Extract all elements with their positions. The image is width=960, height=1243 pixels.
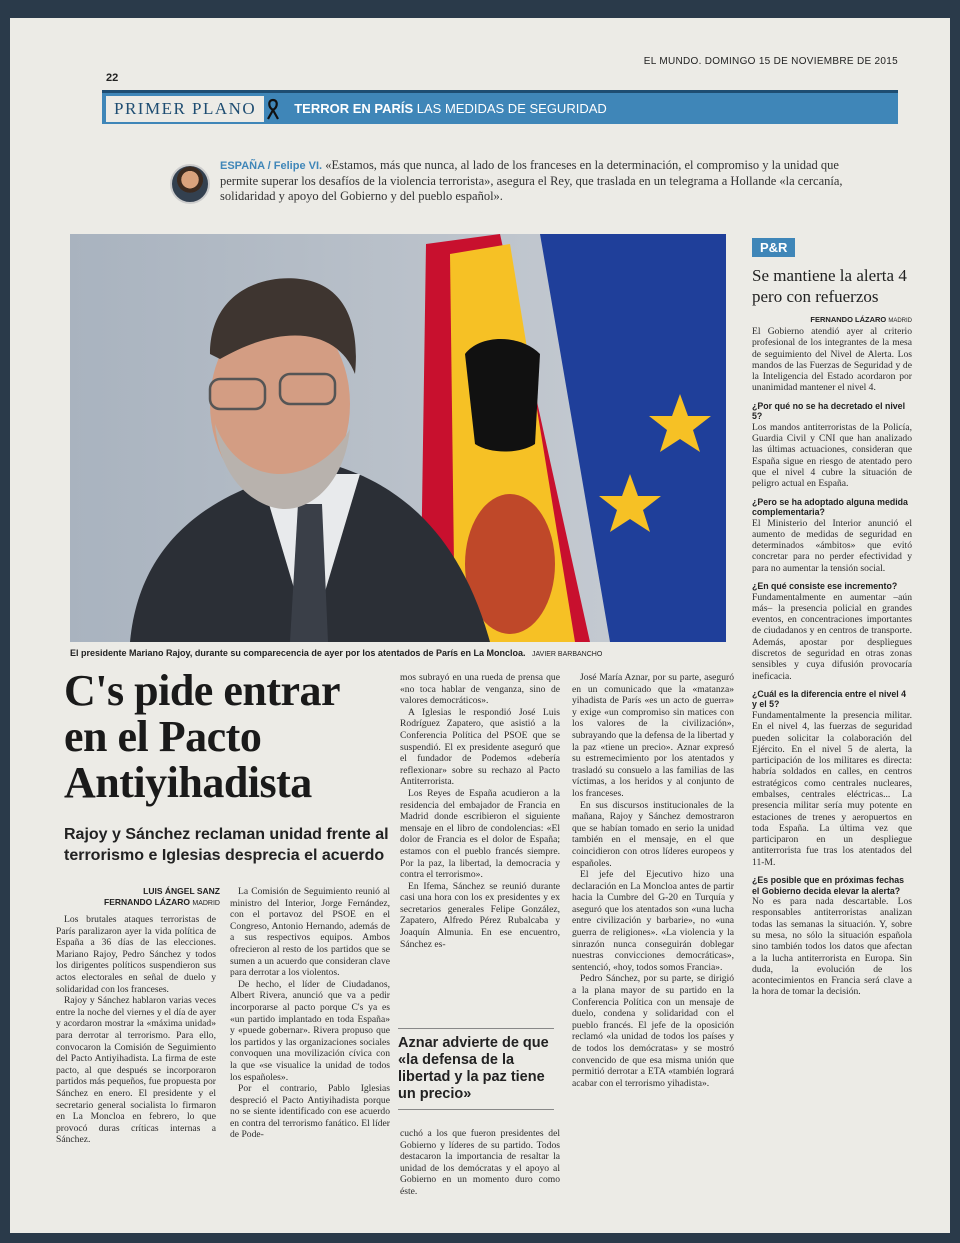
section-bar	[102, 90, 898, 124]
paragraph: Los Reyes de España acudieron a la residencia del embajador de Francia en Madrid donde escribieron el siguiente mensaje en el libro de condolencias: «El dolor de Francia es el dolor de España; estamos con el pueblo francés siempre. Por la paz, la libertad, la democracia y contra el terrorismo».	[400, 787, 560, 881]
paragraph: Los brutales ataques terroristas de París paralizaron ayer la vida política de España a 36 días de las elecciones. Mariano Rajoy, Pedro Sánchez y todos los dirigentes políticos suspendieron sus actos electorales en señal de duelo y solidaridad con los franceses.	[56, 914, 216, 995]
byline	[64, 886, 220, 909]
sidebar-question: ¿En qué consiste ese incremento?	[752, 581, 898, 592]
author-2: FERNANDO LÁZARO	[104, 897, 190, 907]
page-number: 22	[106, 72, 119, 84]
paragraph: De hecho, el líder de Ciudadanos, Albert Rivera, anunció que va a pedir incorporarse al pacto porque C's ya es «un partido implantado en toda España» y «puede gobernar». Rivera propuso que los partidos y las organizaciones sociales convoquen una movilización cívica con la que «se visualice la unidad de todos los españoles».	[230, 978, 390, 1083]
paragraph: José María Aznar, por su parte, aseguró en un comunicado que la «matanza» yihadista de París «es un acto de guerra» y exige «un compromiso sin matices con los valores de la civilización», subrayando que la defensa de la libertad y la paz «tiene un precio». Aznar expresó su estremecimiento por los atentados y trasladó su consuelo a las familias de las víctimas, a los heridos y al conjunto de los franceses.	[572, 672, 734, 799]
article-column-1	[56, 914, 216, 1146]
paragraph: Pedro Sánchez, por su parte, se dirigió a la plana mayor de su partido en la Conferencia Política con un mensaje de duelo, condena y solidaridad con el pueblo francés. El jefe de la oposición reclamó «la unidad de todos los países y de todos los demócratas» y se mostró convencido de que esa misma unión que permitió derrotar a ETA «también logrará acabar con el terrorismo yihadista».	[572, 973, 734, 1089]
newspaper-page	[10, 18, 950, 1233]
sidebar-answer: El Ministerio del Interior anunció el aumento de medidas de seguridad en determinados «ámbitos» que evitó concretar para no perder efectividad y para no aumentar la tensión social.	[752, 517, 912, 574]
paragraph: Rajoy y Sánchez hablaron varias veces entre la noche del viernes y el día de ayer y acordaron mostrar la «máxima unidad» para derrotar al terrorismo. Para ello, convocaron la Comisión de Seguimiento del Pacto Antiyihadista. La firma de este pacto, al que después se incorporaron partidos más pequeños, fue propuesta por Sánchez en enero. El presidente y el secretario general socialista lo firmaron en La Moncloa en febrero, lo que provocó duras críticas internas a Sánchez.	[56, 995, 216, 1146]
quote-tag: ESPAÑA / Felipe VI.	[220, 160, 323, 172]
topic-light: LAS MEDIDAS DE SEGURIDAD	[416, 101, 607, 116]
photo-credit: JAVIER BARBANCHO	[532, 651, 603, 658]
avatar	[170, 164, 210, 204]
sidebar-question: ¿Por qué no se ha decretado el nivel 5?	[752, 400, 906, 422]
quote-text: «Estamos, más que nunca, al lado de los franceses en la determinación, el compromiso y la unidad que permite superar los desafíos de la violencia terrorista», asegura el Rey, que traslada en un telegrama a Hollande «la cercanía, solidaridad y apoyo del Gobierno y del pueblo español».	[220, 158, 843, 203]
paragraph: En Ifema, Sánchez se reunió durante casi una hora con los ex presidentes y ex secretarios generales Felipe González, Zapatero, Alfredo Pérez Rubalcaba y Joaquín Almunia. En ese encuentro, Sánchez es-	[400, 880, 560, 950]
sidebar-title: Se mantiene la alerta 4 pero con refuerzos	[752, 266, 907, 306]
photo-caption	[70, 648, 726, 658]
sidebar-question: ¿Cuál es la diferencia entre el nivel 4 y el 5?	[752, 688, 907, 710]
article-column-3	[400, 672, 560, 950]
byline-city: MADRID	[192, 900, 220, 907]
sidebar-intro: El Gobierno atendió ayer al criterio profesional de los integrantes de la mesa de seguimiento del Nivel de Alerta. Los mandos de las Fuerzas de Seguridad y de la Inteligencia del Estado acordaron por unanimidad mantener el nivel 4.	[752, 326, 912, 394]
paragraph: cuchó a los que fueron presidentes del Gobierno y líderes de su partido. Todos destacaron la importancia de resaltar la unidad de los demócratas y el apoyo al Gobierno en un momento duro como éste.	[400, 1128, 560, 1197]
sidebar-byline	[752, 315, 912, 324]
dateline: EL MUNDO. DOMINGO 15 DE NOVIEMBRE DE 2015	[643, 56, 898, 67]
caption-text: El presidente Mariano Rajoy, durante su comparecencia de ayer por los atentados de París en La Moncloa.	[70, 648, 526, 658]
paragraph: El jefe del Ejecutivo hizo una declaración en La Moncloa antes de partir hacia la Cumbre del G-20 en Turquía y aseguró que los atentados son «una lucha entre civilización y barbarie», no «una guerra de religiones». «La violencia y la sinrazón nunca conseguirán doblegar nuestras convicciones democráticas», sentenció, «hoy, todos somos Francia».	[572, 869, 734, 973]
paragraph: En sus discursos institucionales de la mañana, Rajoy y Sánchez demostraron que se habían tomado en serio la unidad también en el mensaje, en el que coincidieron con otros líderes europeos y españoles.	[572, 799, 734, 869]
sidebar-author: FERNANDO LÁZARO	[810, 315, 887, 324]
pr-badge: P&R	[752, 238, 795, 257]
paragraph: A Iglesias le respondió José Luis Rodríguez Zapatero, que asistió a la Conferencia Política del PSOE que se suspendió. El ex presidente aseguró que el fundador de Podemos «debería reflexionar» sobre su rechazo al Pacto Antiterrorista.	[400, 706, 560, 788]
sidebar-question: ¿Es posible que en próximas fechas el Gobierno decida elevar la alerta?	[752, 875, 905, 896]
section-name: PRIMER PLANO	[106, 96, 264, 122]
section-topic	[294, 101, 607, 116]
paragraph: mos subrayó en una rueda de prensa que «no toca hablar de venganza, sino de valores democráticos».	[400, 672, 560, 707]
sidebar-city: MADRID	[888, 318, 912, 324]
paragraph: Por el contrario, Pablo Iglesias despreció el Pacto Antiyihadista porque no se siente identificado con ese acuerdo en contra del terrorismo fanático. El líder de Pode-	[230, 1083, 390, 1141]
sidebar-answer: Fundamentalmente en aumentar –aún más– la presencia policial en grandes eventos, en concentraciones importantes de ciudadanos y en centros de transporte. Además, apostar por despliegues discretos de seguridad en otras zonas sensibles y cuya difusión provocaría ineficacia.	[752, 591, 912, 682]
paragraph: La Comisión de Seguimiento reunió al ministro del Interior, Jorge Fernández, con el portavoz del PSOE en el Congreso, Antonio Hernando, además de a sus respectivos equipos. Ambos ofrecieron al resto de los partidos que se sumen a un acuerdo que consideran clave para derrotar a los violentos.	[230, 886, 390, 979]
sidebar-answer: Los mandos antiterroristas de la Policía, Guardia Civil y CNI que han analizado las últimas actuaciones, consideran que España sigue en riesgo de atentado pero que el nivel 4 cubre la situación de peligro actual en España.	[752, 421, 912, 490]
qa-sidebar	[752, 238, 912, 998]
sidebar-answer: No es para nada descartable. Los responsables antiterroristas analizan todas las semanas la situación. Y, sobre su mesa, no sólo la situación española sino también todos los datos que afectan a la lucha antiterrorista en Europa. Sin duda, la evolución de los acontecimientos en Francia será clave a la hora de tomar la decisión.	[752, 896, 912, 998]
article-column-3-tail	[400, 1128, 560, 1198]
article-column-4	[572, 672, 734, 1089]
article-column-2	[230, 886, 390, 1141]
mourning-ribbon-icon	[264, 96, 282, 122]
pull-quote: Aznar advierte de que «la defensa de la libertad y la paz tiene un precio»	[398, 1028, 554, 1110]
subhead: Rajoy y Sánchez reclaman unidad frente al terrorismo e Iglesias desprecia el acuerdo	[64, 826, 389, 864]
royal-quote	[220, 158, 856, 204]
sidebar-answer: Fundamentalmente la presencia militar. En el nivel 4, las fuerzas de seguridad pueden solicitar la colaboración del Ejército. En el nivel 5 de alerta, la participación de los militares es directa: habría soldados en calles, en centros estratégicos como centrales nucleares, embalses, centrales eléctricas... La presencia militar sería muy potente en estaciones de trenes y aeropuertos en toda España. La última vez que participaron en un despliegue antiterrorista fue tras los atentados del 11-M.	[752, 709, 912, 868]
sidebar-question: ¿Pero se ha adoptado alguna medida complementaria?	[752, 496, 908, 518]
photo	[70, 234, 726, 642]
topic-bold: TERROR EN PARÍS	[294, 101, 414, 116]
author-1: LUIS ÁNGEL SANZ	[143, 886, 220, 896]
headline: C's pide entrar en el Pacto Antiyihadista	[64, 666, 340, 807]
